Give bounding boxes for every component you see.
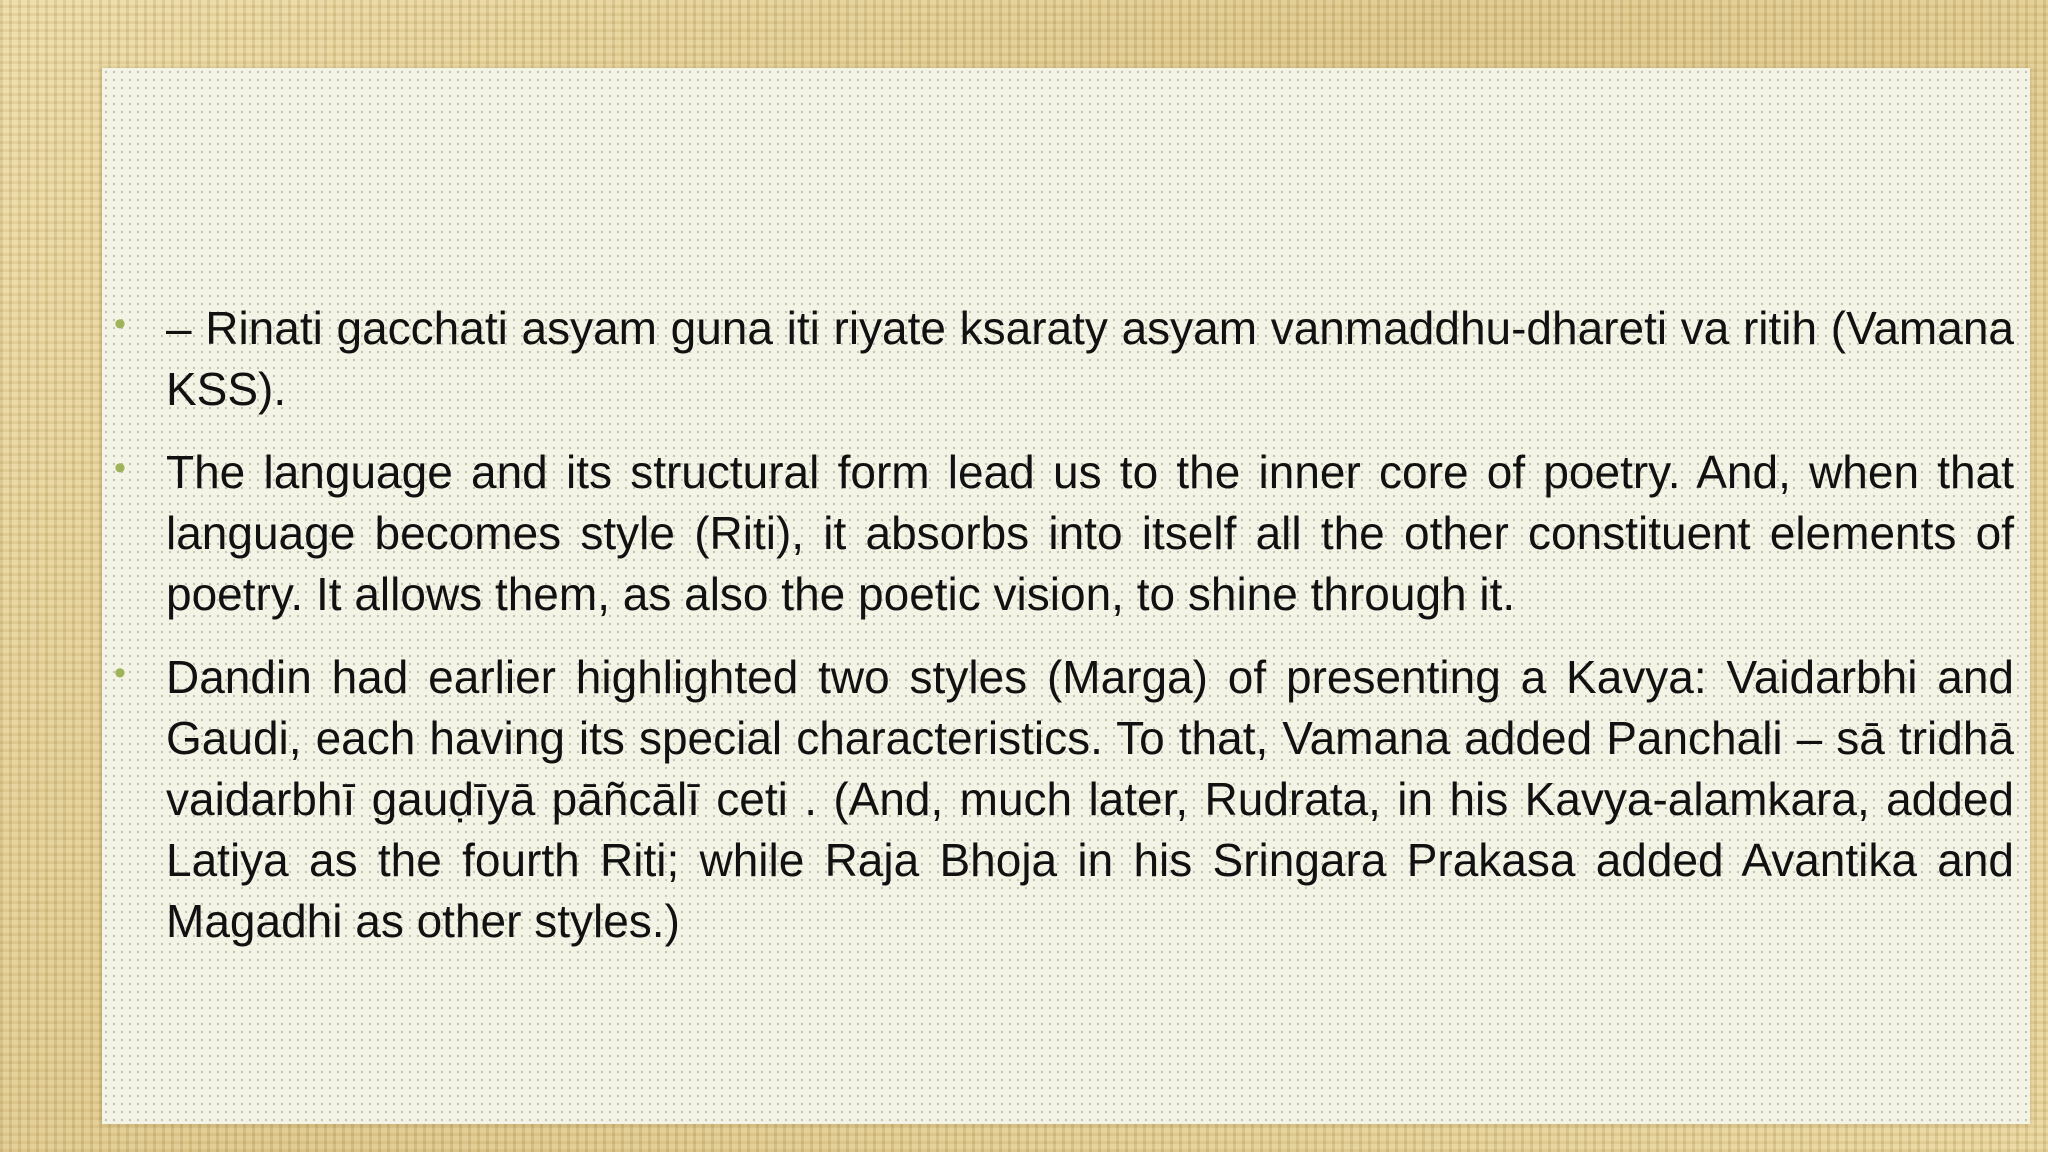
bullet-item-vamana-quote <box>102 298 2030 420</box>
bullet-text: – Rinati gacchati asyam guna iti riyate ksaraty asyam vanmaddhu-dhareti va ritih (Vamana KSS). <box>166 302 2014 415</box>
bullet-point-icon: • <box>114 654 126 692</box>
bullet-item-language-form <box>102 442 2030 625</box>
slide-content-panel <box>102 68 2030 1124</box>
bullet-text: The language and its structural form lead us to the inner core of poetry. And, when that language becomes style (Riti), it absorbs into itself all the other constituent elements of poetry. It allows them, as also the poetic vision, to shine through it. <box>166 446 2014 620</box>
bullet-text: Dandin had earlier highlighted two styles (Marga) of presenting a Kavya: Vaidarbhi and Gaudi, each having its special characteristics. To that, Vamana added Panchali – sā tridhā vaidarbhī gauḍīyā pāñcālī ceti . (And, much later, Rudrata, in his Kavya-alamkara, added Latiya as the fourth Riti; while Raja Bhoja in his Sringara Prakasa added Avantika and Magadhi as other styles.) <box>166 651 2014 947</box>
bullet-point-icon: • <box>114 305 126 343</box>
bullet-list <box>102 298 2030 974</box>
bullet-item-dandin-styles <box>102 647 2030 952</box>
bullet-point-icon: • <box>114 449 126 487</box>
